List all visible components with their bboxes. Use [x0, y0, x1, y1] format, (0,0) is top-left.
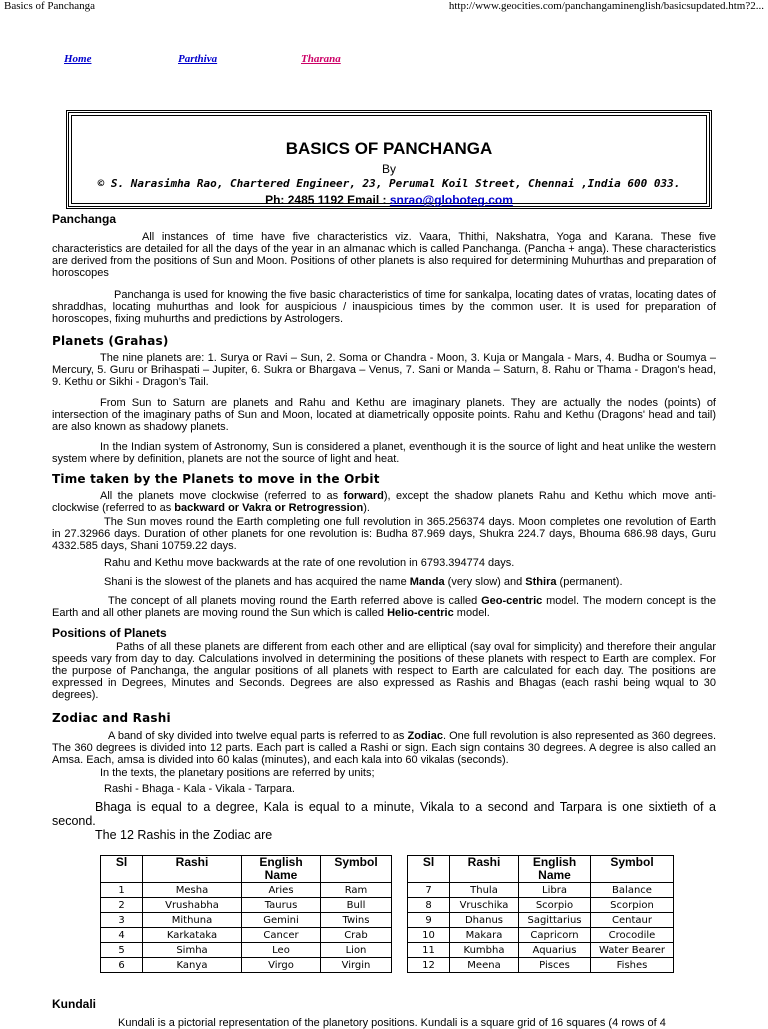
table-cell: Ram — [321, 883, 392, 898]
para-zodiac-4: Bhaga is equal to a degree, Kala is equal to a minute, Vikala to a second and Tarpara is one sixtieth of a second. — [52, 800, 716, 828]
para-time-4 — [52, 576, 716, 588]
table-cell: 4 — [101, 928, 143, 943]
text-run: ). — [363, 502, 370, 514]
table-cell: Vrushabha — [143, 898, 242, 913]
col-rashi: Rashi — [143, 856, 242, 883]
table-cell: Mesha — [143, 883, 242, 898]
para-panchanga-1: All instances of time have five characteristics viz. Vaara, Thithi, Nakshatra, Yoga and Karana. These five characteristics are detailed for all the days of the year in an almanac which is called Panchanga. (Pancha + anga). These characteristics are derived from the positions of Sun and Moon. Positions of other planets is also required for determining Muhurthas and preparation of horoscopes — [52, 231, 716, 279]
bold-forward: forward — [343, 490, 384, 502]
para-zodiac-3: Rashi - Bhaga - Kala - Vikala - Tarpara. — [104, 783, 295, 795]
table-cell: Libra — [519, 883, 591, 898]
parthiva-link[interactable]: Parthiva — [178, 53, 218, 65]
table-cell: Thula — [450, 883, 519, 898]
tharana-link[interactable]: Tharana — [301, 53, 341, 65]
para-time-3: Rahu and Kethu move backwards at the rate of one revolution in 6793.394774 days. — [104, 557, 515, 569]
text-run: (very slow) and — [444, 576, 526, 588]
text-run: Shani is the slowest of the planets and has acquired the name — [104, 576, 410, 588]
heading-panchanga: Panchanga — [52, 212, 117, 226]
table-cell: Scorpion — [591, 898, 674, 913]
table-cell: 7 — [408, 883, 450, 898]
phone-text: Ph: 2485 1192 Email : — [265, 193, 390, 207]
table-cell: Simha — [143, 943, 242, 958]
heading-positions: Positions of Planets — [52, 626, 167, 640]
email-link[interactable]: snrao@globoteg.com — [389, 193, 513, 207]
text-run: model. The modern concept is the Earth and all other planets are moving round the Sun which is called — [52, 595, 716, 619]
para-planets-2: From Sun to Saturn are planets and Rahu and Kethu are imaginary planets. They are actually the nodes (points) of intersection of the imaginary paths of Sun and Moon, located at diametrically opposite points. Rahu and Kethu (Dragons' head and tail) are also known as shadowy planets. — [52, 397, 716, 433]
col-symbol: Symbol — [321, 856, 392, 883]
table-body — [101, 883, 674, 973]
table-cell: Sagittarius — [519, 913, 591, 928]
table-cell: 12 — [408, 958, 450, 973]
contact-line — [69, 193, 709, 207]
para-time-2: The Sun moves round the Earth completing one full revolution in 365.256374 days. Moon completes one revolution of Earth in 27.32966 days. Duration of other planets for one revolution is: Budha 87.969 days, Shukra 224.7 days, Bhouma 686.98 days, Guru 4332.585 days, Shani 10759.22 days. — [52, 516, 716, 552]
table-cell: Taurus — [242, 898, 321, 913]
heading-kundali: Kundali — [52, 997, 96, 1011]
table-cell: Aquarius — [519, 943, 591, 958]
table-cell: 10 — [408, 928, 450, 943]
bold-zodiac: Zodiac — [407, 730, 443, 742]
table-cell: Capricorn — [519, 928, 591, 943]
para-time-5 — [52, 595, 716, 619]
table-gap — [392, 913, 408, 928]
table-cell: Virgin — [321, 958, 392, 973]
para-panchanga-2: Panchanga is used for knowing the five basic characteristics of time for sankalpa, locating dates of vratas, locating dates of shraddhas, locating muhurthas and look for auspicious / inauspicious times by the common user. It is used for preparation of horoscopes, fixing muhurths and predictions by Astrologers. — [52, 289, 716, 325]
heading-time: Time taken by the Planets to move in the Orbit — [52, 472, 380, 486]
col-sl: Sl — [101, 856, 143, 883]
para-zodiac-2: In the texts, the planetary positions are referred by units; — [100, 767, 375, 779]
col-sl: Sl — [408, 856, 450, 883]
table-cell: 11 — [408, 943, 450, 958]
table-cell: Aries — [242, 883, 321, 898]
text-run: model. — [453, 607, 490, 619]
bold-sthira: Sthira — [525, 576, 557, 588]
table-cell: 9 — [408, 913, 450, 928]
table-cell: Crab — [321, 928, 392, 943]
para-planets-1: The nine planets are: 1. Surya or Ravi – Sun, 2. Soma or Chandra - Moon, 3. Kuja or Mangala - Mars, 4. Budha or Soumya – Mercury, 5. Guru or Brihaspati – Jupiter, 6. Sukra or Bhargava – Venus, 7. Sani or Manda – Saturn, 8. Rahu or Thama - Dragon's head, 9. Kethu or Sikhi - Dragon’s Tail. — [52, 352, 716, 388]
title-box-inner-border — [71, 115, 707, 204]
document-title: BASICS OF PANCHANGA — [285, 139, 493, 158]
table-cell: 2 — [101, 898, 143, 913]
page-title: Basics of Panchanga — [4, 0, 96, 12]
table-cell: Bull — [321, 898, 392, 913]
table-cell: Scorpio — [519, 898, 591, 913]
table-cell: 3 — [101, 913, 143, 928]
para-time-1 — [52, 490, 716, 514]
by-line: By — [381, 162, 396, 176]
table-cell: Fishes — [591, 958, 674, 973]
table-cell: Centaur — [591, 913, 674, 928]
para-zodiac-5: The 12 Rashis in the Zodiac are — [95, 828, 273, 842]
table-row — [101, 898, 674, 913]
home-link[interactable]: Home — [64, 53, 92, 65]
table-header-row — [101, 856, 674, 883]
heading-zodiac: Zodiac and Rashi — [52, 711, 171, 725]
para-planets-3: In the Indian system of Astronomy, Sun is considered a planet, eventhough it is the source of light and heat unlike the western system where by definition, planets are not the source of light and heat. — [52, 441, 716, 465]
table-cell: Lion — [321, 943, 392, 958]
col-english: English Name — [242, 856, 321, 883]
table-row — [101, 913, 674, 928]
table-gap — [392, 898, 408, 913]
col-rashi: Rashi — [450, 856, 519, 883]
para-positions: Paths of all these planets are different from each other and are elliptical (say oval for simplicity) and therefore their angular speeds vary from day to day. Calculations involved in determining the positions of these planets with respect to Earth are complex. For the purpose of Panchanga, the angular positions of all planets with respect to Earth are calculated for each day. The positions are expressed in Degrees, Minutes and Seconds. Degrees are also expressed as Rashis and Bhagas (each rashi being wqual to 30 degrees). — [52, 641, 716, 701]
table-cell: Virgo — [242, 958, 321, 973]
table-cell: Pisces — [519, 958, 591, 973]
table-cell: Twins — [321, 913, 392, 928]
table-cell: Dhanus — [450, 913, 519, 928]
table-cell: 1 — [101, 883, 143, 898]
text-run: All the planets move clockwise (referred to as — [100, 490, 344, 502]
text-run: . One full revolution is also represented as 360 degrees. The 360 degrees is divided into 12 parts. Each part is called a Rashi or sign. Each sign contains 30 degrees. A degree is also called an Amsa. Each, amsa is divided into 60 kalas (minutes), and each kala into 60 vikalas (seconds). — [52, 730, 717, 766]
author-line: © S. Narasimha Rao, Chartered Engineer, 23, Perumal Koil Street, Chennai ,India 600 033. — [97, 177, 681, 190]
text-run: ), except the shadow planets Rahu and Kethu which move anti-clockwise (referred to as — [52, 490, 716, 514]
table-row — [101, 958, 674, 973]
title-box — [66, 110, 712, 209]
browser-print-header — [4, 0, 764, 14]
bold-manda: Manda — [409, 576, 445, 588]
text-run: The concept of all planets moving round the Earth referred above is called — [108, 595, 482, 607]
table-cell: Kumbha — [450, 943, 519, 958]
table-gap — [392, 958, 408, 973]
para-kundali: Kundali is a pictorial representation of the planetory positions. Kundali is a square grid of 16 squares (4 rows of 4 — [118, 1017, 666, 1029]
table-cell: 8 — [408, 898, 450, 913]
rashi-table — [100, 855, 674, 973]
table-row — [101, 883, 674, 898]
bold-geocentric: Geo-centric — [481, 595, 543, 607]
para-zodiac-1 — [52, 730, 716, 766]
table-row — [101, 943, 674, 958]
table-cell: Vruschika — [450, 898, 519, 913]
table-row — [101, 928, 674, 943]
text-run: (permanent). — [556, 576, 623, 588]
table-cell: Makara — [450, 928, 519, 943]
table-cell: Water Bearer — [591, 943, 674, 958]
table-gap — [392, 883, 408, 898]
table-cell: Meena — [450, 958, 519, 973]
table-cell: 5 — [101, 943, 143, 958]
table-cell: Kanya — [143, 958, 242, 973]
table-gap — [392, 928, 408, 943]
text-run: A band of sky divided into twelve equal parts is referred to as — [108, 730, 408, 742]
col-english: English Name — [519, 856, 591, 883]
heading-planets: Planets (Grahas) — [52, 334, 169, 348]
table-cell: Cancer — [242, 928, 321, 943]
col-symbol: Symbol — [591, 856, 674, 883]
table-cell: 6 — [101, 958, 143, 973]
bold-backward: backward or Vakra or Retrogression — [174, 502, 364, 514]
table-gap — [392, 856, 408, 883]
table-gap — [392, 943, 408, 958]
table-cell: Balance — [591, 883, 674, 898]
table-cell: Mithuna — [143, 913, 242, 928]
table-cell: Leo — [242, 943, 321, 958]
table-cell: Crocodile — [591, 928, 674, 943]
table-cell: Gemini — [242, 913, 321, 928]
bold-heliocentric: Helio-centric — [387, 607, 454, 619]
page-url: http://www.geocities.com/panchangaminenglish/basicsupdated.htm?2... — [448, 0, 764, 12]
table-cell: Karkataka — [143, 928, 242, 943]
